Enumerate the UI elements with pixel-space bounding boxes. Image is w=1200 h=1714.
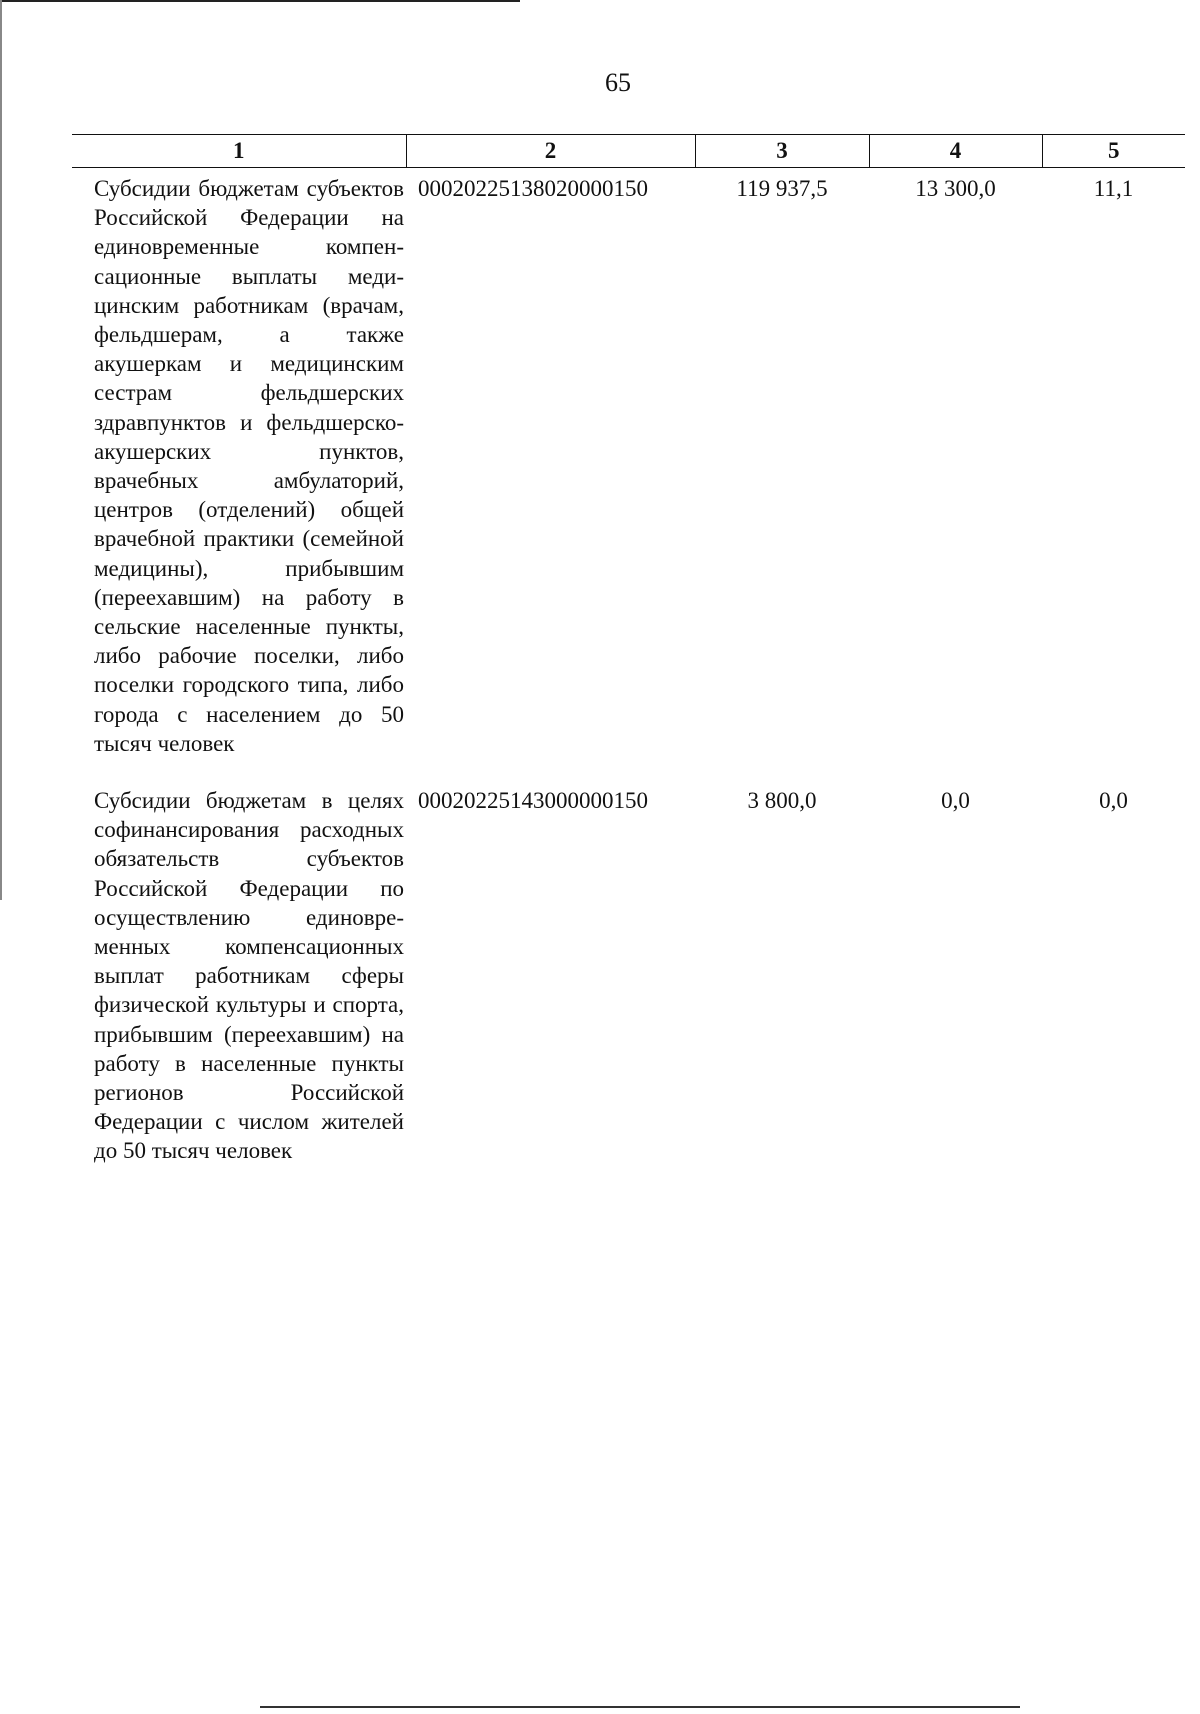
header-row [72, 135, 1185, 168]
row-description: Субсидии бюджетам в целях софинансирования расходных обязательств субъектов Российской Федерации по осуществлению единовременных компенсационных выплат работникам сферы физической культуры и спорта, прибывшим (переехавшим) на работу в населенные пункты регионов Российской Федерации с числом жителей до 50 тысяч человек [94, 788, 404, 1164]
table-body [72, 168, 1185, 1166]
table-header [72, 135, 1185, 168]
row-description: Субсидии бюджетам субъектов Российской Федерации на единовременные компенсационные выплаты медицинским работникам (врачам, фельдшерам, а также акушеркам и медицинским сестрам фельдшерских здравпунктов и фельдшерско-акушерских пунктов, врачебных амбулаторий, центров (отделений) общей врачебной практики (семейной медицины), прибывшим (переехавшим) на работу в сельские населенные пункты, либо рабочие поселки, либо поселки городского типа, либо города с населением до 50 тысяч человек [94, 176, 404, 756]
column-header-3: 3 [695, 135, 869, 168]
table-row [72, 780, 1185, 1166]
column-header-4: 4 [869, 135, 1042, 168]
column-header-1: 1 [72, 135, 406, 168]
row-code: 00020225143000000150 [418, 788, 648, 813]
column-header-2: 2 [406, 135, 695, 168]
scan-edge-bottom [260, 1706, 1020, 1708]
row-value-5: 0,0 [1099, 788, 1128, 813]
row-value-5: 11,1 [1093, 176, 1134, 201]
row-code: 00020225138020000150 [418, 176, 648, 201]
column-header-5: 5 [1042, 135, 1185, 168]
row-value-3: 119 937,5 [736, 176, 828, 201]
budget-table [72, 134, 1185, 1166]
table-row [72, 168, 1185, 781]
scan-edge-top [0, 0, 520, 2]
row-value-4: 13 300,0 [915, 176, 996, 201]
page-number: 65 [605, 68, 631, 97]
row-value-4: 0,0 [941, 788, 970, 813]
scan-edge-left [0, 0, 2, 900]
row-value-3: 3 800,0 [747, 788, 817, 813]
